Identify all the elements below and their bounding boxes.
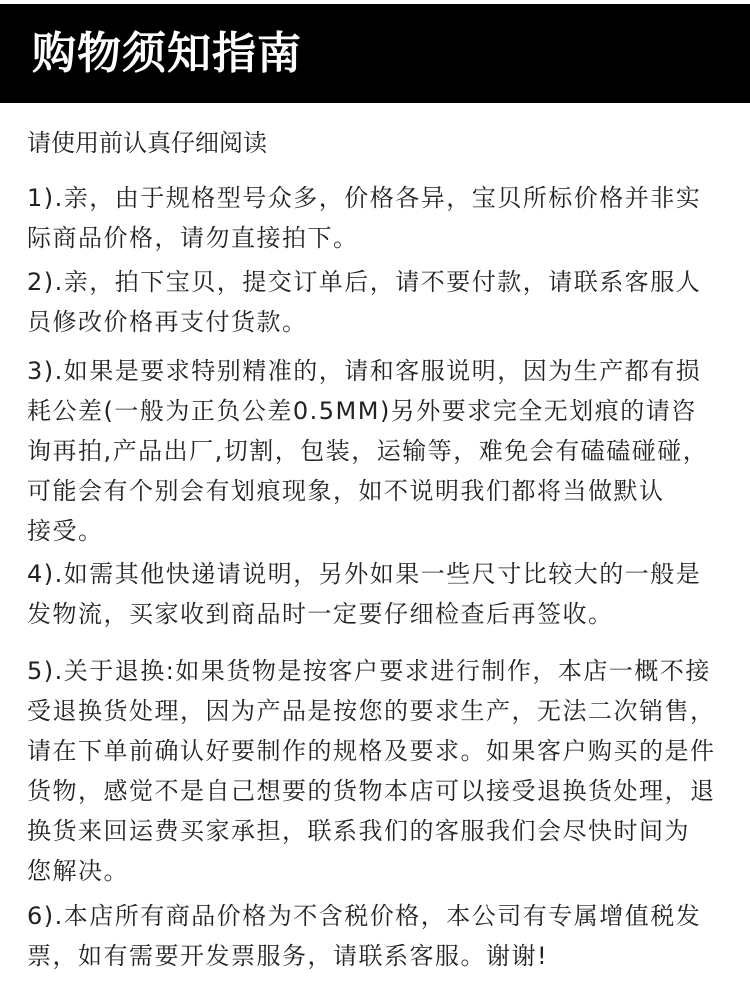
paragraph-line: 际商品价格，请勿直接拍下。 <box>27 224 359 252</box>
page-title: 购物须知指南 <box>32 28 302 79</box>
notice-paragraph-1 <box>27 178 727 258</box>
paragraph-line: 2).亲，拍下宝贝，提交订单后，请不要付款，请联系客服人 <box>27 268 702 296</box>
paragraph-line: 4).如需其他快递请说明，另外如果一些尺寸比较大的一般是 <box>27 560 702 588</box>
paragraph-line: 5).关于退换:如果货物是按客户要求进行制作，本店一概不接 <box>27 657 711 685</box>
paragraph-line: 票，如有需要开发票服务，请联系客服。谢谢! <box>27 942 549 970</box>
notice-paragraph-4 <box>27 554 727 634</box>
paragraph-line: 受退换货处理，因为产品是按您的要求生产，无法二次销售， <box>27 697 716 725</box>
paragraph-line: 耗公差(一般为正负公差0.5MM)另外要求完全无划痕的请咨 <box>27 397 697 425</box>
paragraph-line: 可能会有个别会有划痕现象，如不说明我们都将当做默认 <box>27 477 665 505</box>
paragraph-line: 询再拍,产品出厂,切割，包装，运输等，难免会有磕磕碰碰， <box>27 437 709 465</box>
paragraph-line: 您解决。 <box>27 857 129 885</box>
paragraph-line: 发物流，买家收到商品时一定要仔细检查后再签收。 <box>27 600 614 628</box>
paragraph-line: 货物，感觉不是自己想要的货物本店可以接受退换货处理，退 <box>27 777 716 805</box>
paragraph-line: 6).本店所有商品价格为不含税价格，本公司有专属增值税发 <box>27 902 702 930</box>
notice-paragraph-2 <box>27 262 727 342</box>
header-banner <box>0 4 750 103</box>
paragraph-line: 员修改价格再支付货款。 <box>27 308 308 336</box>
notice-paragraph-5 <box>27 651 727 891</box>
paragraph-line: 1).亲，由于规格型号众多，价格各异，宝贝所标价格并非实 <box>27 184 702 212</box>
paragraph-line: 3).如果是要求特别精准的，请和客服说明，因为生产都有损 <box>27 357 702 385</box>
notice-paragraph-6 <box>27 896 727 976</box>
paragraph-line: 请在下单前确认好要制作的规格及要求。如果客户购买的是件 <box>27 737 716 765</box>
subtitle: 请使用前认真仔细阅读 <box>27 129 267 157</box>
notice-paragraph-3 <box>27 351 727 551</box>
paragraph-line: 接受。 <box>27 517 104 545</box>
paragraph-line: 换货来回运费买家承担，联系我们的客服我们会尽快时间为 <box>27 817 690 845</box>
